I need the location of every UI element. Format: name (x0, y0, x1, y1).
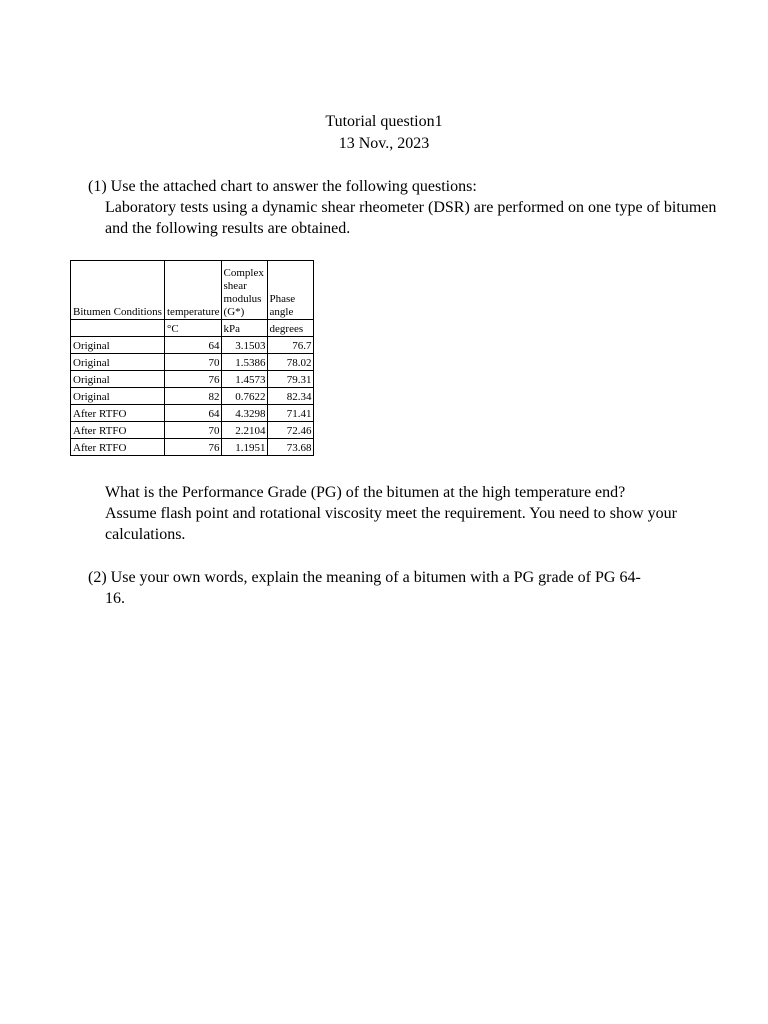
condition-cell: Original (71, 337, 165, 354)
phase-angle-cell: 82.34 (267, 388, 313, 405)
phase-angle-cell: 72.46 (267, 422, 313, 439)
question-1-ask-line-2: Assume flash point and rotational viscosity meet the requirement. You need to show your calculations. (105, 505, 677, 543)
question-1-body: Laboratory tests using a dynamic shear rheometer (DSR) are performed on one type of bitumen and the following results are obtained. (105, 199, 717, 237)
unit-cell (71, 320, 165, 337)
table-units-row (71, 320, 314, 337)
phase-angle-cell: 78.02 (267, 354, 313, 371)
modulus-cell: 1.5386 (221, 354, 267, 371)
document-title: Tutorial question1 (325, 113, 443, 130)
table-row (71, 422, 314, 439)
table-row (71, 388, 314, 405)
temperature-cell: 64 (165, 405, 222, 422)
table-row (71, 354, 314, 371)
header-phase-angle: Phase angle (267, 261, 313, 320)
table-row (71, 371, 314, 388)
table-row (71, 337, 314, 354)
temperature-cell: 70 (165, 422, 222, 439)
modulus-cell: 0.7622 (221, 388, 267, 405)
temperature-cell: 70 (165, 354, 222, 371)
question-1-ask (105, 482, 725, 545)
modulus-cell: 1.4573 (221, 371, 267, 388)
modulus-cell: 2.2104 (221, 422, 267, 439)
question-1-ask-line-1: What is the Performance Grade (PG) of the bitumen at the high temperature end? (105, 484, 626, 501)
condition-cell: After RTFO (71, 405, 165, 422)
table-header-row (71, 261, 314, 320)
modulus-cell: 1.1951 (221, 439, 267, 456)
dsr-results-table (70, 260, 314, 456)
temperature-cell: 82 (165, 388, 222, 405)
phase-angle-cell: 79.31 (267, 371, 313, 388)
question-1-intro: (1) Use the attached chart to answer the following questions: (88, 178, 477, 195)
phase-angle-cell: 73.68 (267, 439, 313, 456)
unit-cell: °C (165, 320, 222, 337)
temperature-cell: 76 (165, 371, 222, 388)
phase-angle-cell: 71.41 (267, 405, 313, 422)
header-bitumen-conditions: Bitumen Conditions (71, 261, 165, 320)
table-row (71, 439, 314, 456)
condition-cell: Original (71, 354, 165, 371)
header-complex-shear-modulus: Complex shear modulus (G*) (221, 261, 267, 320)
header-temperature: temperature (165, 261, 222, 320)
modulus-cell: 3.1503 (221, 337, 267, 354)
phase-angle-cell: 76.7 (267, 337, 313, 354)
document-date: 13 Nov., 2023 (338, 135, 430, 152)
condition-cell: Original (71, 388, 165, 405)
condition-cell: Original (71, 371, 165, 388)
temperature-cell: 64 (165, 337, 222, 354)
table-row (71, 405, 314, 422)
condition-cell: After RTFO (71, 422, 165, 439)
question-2-line-2: 16. (105, 590, 125, 607)
temperature-cell: 76 (165, 439, 222, 456)
question-2-line-1: (2) Use your own words, explain the meaning of a bitumen with a PG grade of PG 64- (88, 569, 641, 586)
unit-cell: degrees (267, 320, 313, 337)
question-2 (88, 567, 728, 609)
modulus-cell: 4.3298 (221, 405, 267, 422)
condition-cell: After RTFO (71, 439, 165, 456)
unit-cell: kPa (221, 320, 267, 337)
